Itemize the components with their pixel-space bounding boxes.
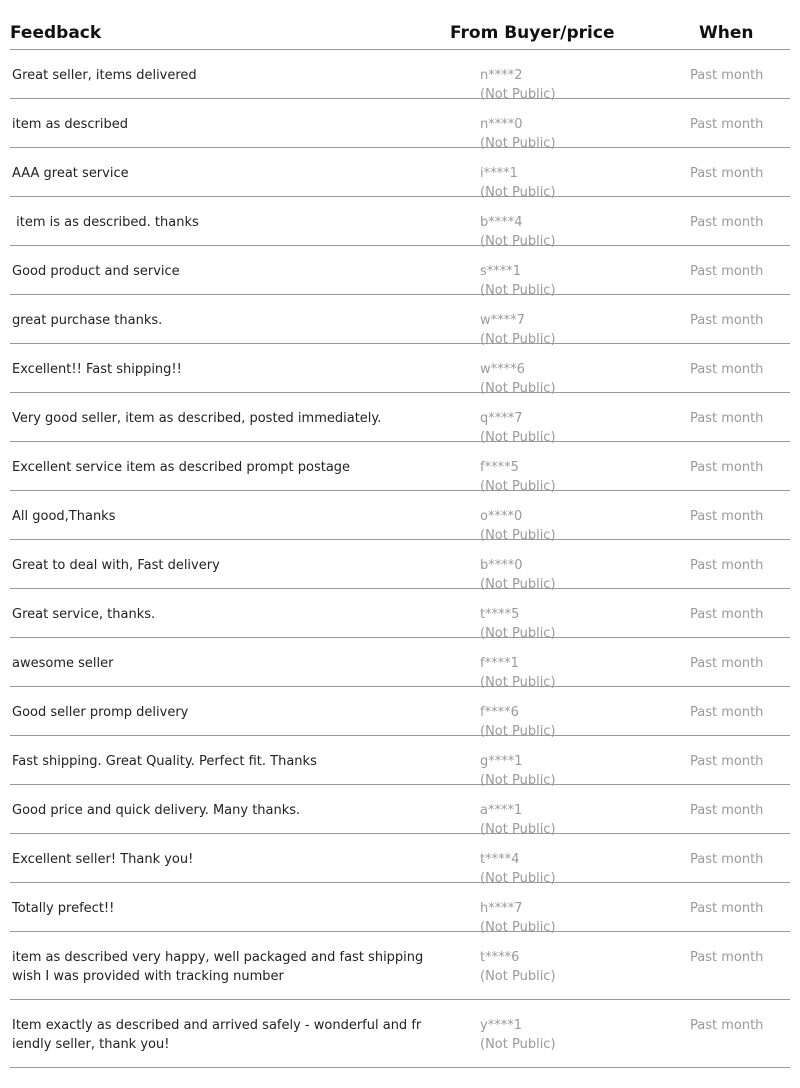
table-row (10, 540, 790, 592)
feedback-text: awesome seller (12, 656, 114, 671)
buyer-id: a****1 (480, 803, 523, 818)
feedback-text: Good product and service (12, 264, 180, 279)
buyer-id: n****2 (480, 68, 523, 83)
price-not-public: (Not Public) (480, 920, 556, 935)
feedback-when: Past month (690, 313, 764, 328)
feedback-when: Past month (690, 607, 764, 622)
feedback-when: Past month (690, 68, 764, 83)
feedback-text: AAA great service (12, 166, 129, 181)
feedback-when: Past month (690, 803, 764, 818)
table-row (10, 295, 790, 347)
table-row (10, 197, 790, 249)
buyer-id: i****1 (480, 166, 518, 181)
buyer-id: b****0 (480, 558, 523, 573)
feedback-text: Good seller promp delivery (12, 705, 189, 720)
table-row (10, 1000, 790, 1068)
buyer-id: w****6 (480, 362, 525, 377)
buyer-id: t****5 (480, 607, 520, 622)
feedback-rows (10, 50, 790, 1068)
price-not-public: (Not Public) (480, 381, 556, 396)
price-not-public: (Not Public) (480, 283, 556, 298)
feedback-text: Excellent service item as described prompt postage (12, 460, 351, 475)
price-not-public: (Not Public) (480, 87, 556, 102)
feedback-text: item is as described. thanks (12, 215, 199, 230)
price-not-public: (Not Public) (480, 969, 556, 984)
feedback-when: Past month (690, 656, 764, 671)
buyer-id: h****7 (480, 901, 523, 916)
feedback-text: Great service, thanks. (12, 607, 156, 622)
feedback-text: great purchase thanks. (12, 313, 163, 328)
price-not-public: (Not Public) (480, 675, 556, 690)
table-row (10, 491, 790, 543)
price-not-public: (Not Public) (480, 871, 556, 886)
feedback-when: Past month (690, 460, 764, 475)
table-row (10, 50, 790, 102)
table-row (10, 99, 790, 151)
table-row (10, 246, 790, 298)
table-row (10, 344, 790, 396)
buyer-id: t****4 (480, 852, 520, 867)
buyer-id: s****1 (480, 264, 522, 279)
table-row (10, 589, 790, 641)
feedback-text: Very good seller, item as described, posted immediately. (12, 411, 382, 426)
feedback-when: Past month (690, 754, 764, 769)
price-not-public: (Not Public) (480, 724, 556, 739)
feedback-text: Fast shipping. Great Quality. Perfect fit. Thanks (12, 754, 317, 769)
table-header (10, 0, 790, 50)
buyer-id: q****7 (480, 411, 523, 426)
feedback-when: Past month (690, 852, 764, 867)
feedback-when: Past month (690, 901, 764, 916)
table-row (10, 883, 790, 935)
price-not-public: (Not Public) (480, 626, 556, 641)
price-not-public: (Not Public) (480, 234, 556, 249)
feedback-text: Totally prefect!! (12, 901, 115, 916)
buyer-id: y****1 (480, 1018, 522, 1033)
feedback-when: Past month (690, 705, 764, 720)
feedback-when: Past month (690, 166, 764, 181)
feedback-text: item as described very happy, well packaged and fast shipping wish I was provided with tracking number (12, 950, 428, 984)
buyer-id: t****6 (480, 950, 520, 965)
feedback-when: Past month (690, 215, 764, 230)
buyer-cell (480, 1016, 556, 1054)
table-row (10, 834, 790, 886)
price-not-public: (Not Public) (480, 773, 556, 788)
feedback-text: Excellent!! Fast shipping!! (12, 362, 182, 377)
buyer-id: g****1 (480, 754, 523, 769)
header-when: When (699, 23, 754, 43)
buyer-id: w****7 (480, 313, 525, 328)
price-not-public: (Not Public) (480, 136, 556, 151)
price-not-public: (Not Public) (480, 1037, 556, 1052)
price-not-public: (Not Public) (480, 185, 556, 200)
feedback-when: Past month (690, 950, 764, 965)
feedback-when: Past month (690, 117, 764, 132)
feedback-text: Item exactly as described and arrived safely - wonderful and friendly seller, thank you! (12, 1018, 422, 1052)
buyer-id: b****4 (480, 215, 523, 230)
feedback-text: Great to deal with, Fast delivery (12, 558, 220, 573)
table-row (10, 687, 790, 739)
buyer-id: f****5 (480, 460, 519, 475)
price-not-public: (Not Public) (480, 577, 556, 592)
price-not-public: (Not Public) (480, 528, 556, 543)
buyer-id: f****1 (480, 656, 519, 671)
feedback-text: All good,Thanks (12, 509, 116, 524)
table-row (10, 148, 790, 200)
feedback-when: Past month (690, 411, 764, 426)
feedback-text: item as described (12, 117, 129, 132)
feedback-table (10, 0, 790, 1068)
feedback-when: Past month (690, 264, 764, 279)
price-not-public: (Not Public) (480, 479, 556, 494)
buyer-id: o****0 (480, 509, 523, 524)
table-row (10, 638, 790, 690)
feedback-text: Good price and quick delivery. Many thanks. (12, 803, 301, 818)
feedback-text: Excellent seller! Thank you! (12, 852, 194, 867)
table-row (10, 442, 790, 494)
buyer-id: f****6 (480, 705, 519, 720)
table-row (10, 393, 790, 445)
feedback-when: Past month (690, 1018, 764, 1033)
feedback-text: Great seller, items delivered (12, 68, 197, 83)
price-not-public: (Not Public) (480, 822, 556, 837)
feedback-when: Past month (690, 509, 764, 524)
feedback-when: Past month (690, 362, 764, 377)
buyer-id: n****0 (480, 117, 523, 132)
feedback-when: Past month (690, 558, 764, 573)
table-row (10, 736, 790, 788)
table-row (10, 932, 790, 1000)
price-not-public: (Not Public) (480, 332, 556, 347)
table-row (10, 785, 790, 837)
buyer-cell (480, 948, 556, 986)
price-not-public: (Not Public) (480, 430, 556, 445)
header-feedback: Feedback (10, 23, 102, 43)
header-buyer-price: From Buyer/price (450, 23, 615, 43)
